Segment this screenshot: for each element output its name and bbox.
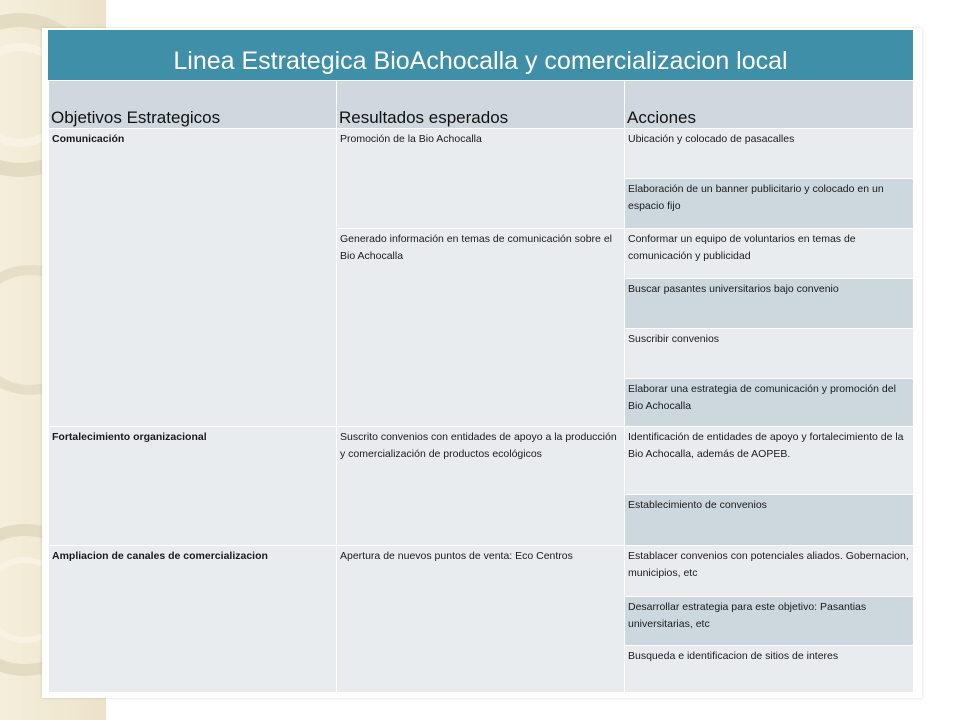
result-cell: Promoción de la Bio Achocalla xyxy=(337,129,625,229)
column-header-actions: Acciones xyxy=(625,81,914,129)
table-row xyxy=(49,129,914,179)
column-header-objectives: Objetivos Estrategicos xyxy=(49,81,337,129)
table-row xyxy=(49,546,914,597)
action-cell: Desarrollar estrategia para este objetivo: Pasantias universitarias, etc xyxy=(625,597,914,646)
action-cell: Elaboración de un banner publicitario y colocado en un espacio fijo xyxy=(625,179,914,229)
column-header-results: Resultados esperados xyxy=(337,81,625,129)
objective-cell: Comunicación xyxy=(49,129,337,427)
result-cell: Generado información en temas de comunicación sobre el Bio Achocalla xyxy=(337,229,625,427)
table-header-row xyxy=(49,81,914,129)
action-cell: Establecimiento de convenios xyxy=(625,495,914,546)
action-cell: Elaborar una estrategia de comunicación y promoción del Bio Achocalla xyxy=(625,379,914,427)
action-cell: Establacer convenios con potenciales aliados. Gobernacion, municipios, etc xyxy=(625,546,914,597)
action-cell: Conformar un equipo de voluntarios en temas de comunicación y publicidad xyxy=(625,229,914,279)
objective-cell: Fortalecimiento organizacional xyxy=(49,427,337,546)
objective-cell: Ampliacion de canales de comercializacion xyxy=(49,546,337,693)
strategy-table xyxy=(48,80,914,693)
result-cell: Apertura de nuevos puntos de venta: Eco Centros xyxy=(337,546,625,693)
table-row xyxy=(49,427,914,495)
action-cell: Busqueda e identificacion de sitios de interes xyxy=(625,646,914,693)
action-cell: Ubicación y colocado de pasacalles xyxy=(625,129,914,179)
action-cell: Identificación de entidades de apoyo y fortalecimiento de la Bio Achocalla, además de AOPEB. xyxy=(625,427,914,495)
result-cell: Suscrito convenios con entidades de apoyo a la producción y comercialización de productos ecológicos xyxy=(337,427,625,546)
page-title: Linea Estrategica BioAchocalla y comercializacion local xyxy=(48,30,913,80)
strategy-table-container xyxy=(48,30,913,693)
action-cell: Suscribir convenios xyxy=(625,329,914,379)
action-cell: Buscar pasantes universitarios bajo convenio xyxy=(625,279,914,329)
